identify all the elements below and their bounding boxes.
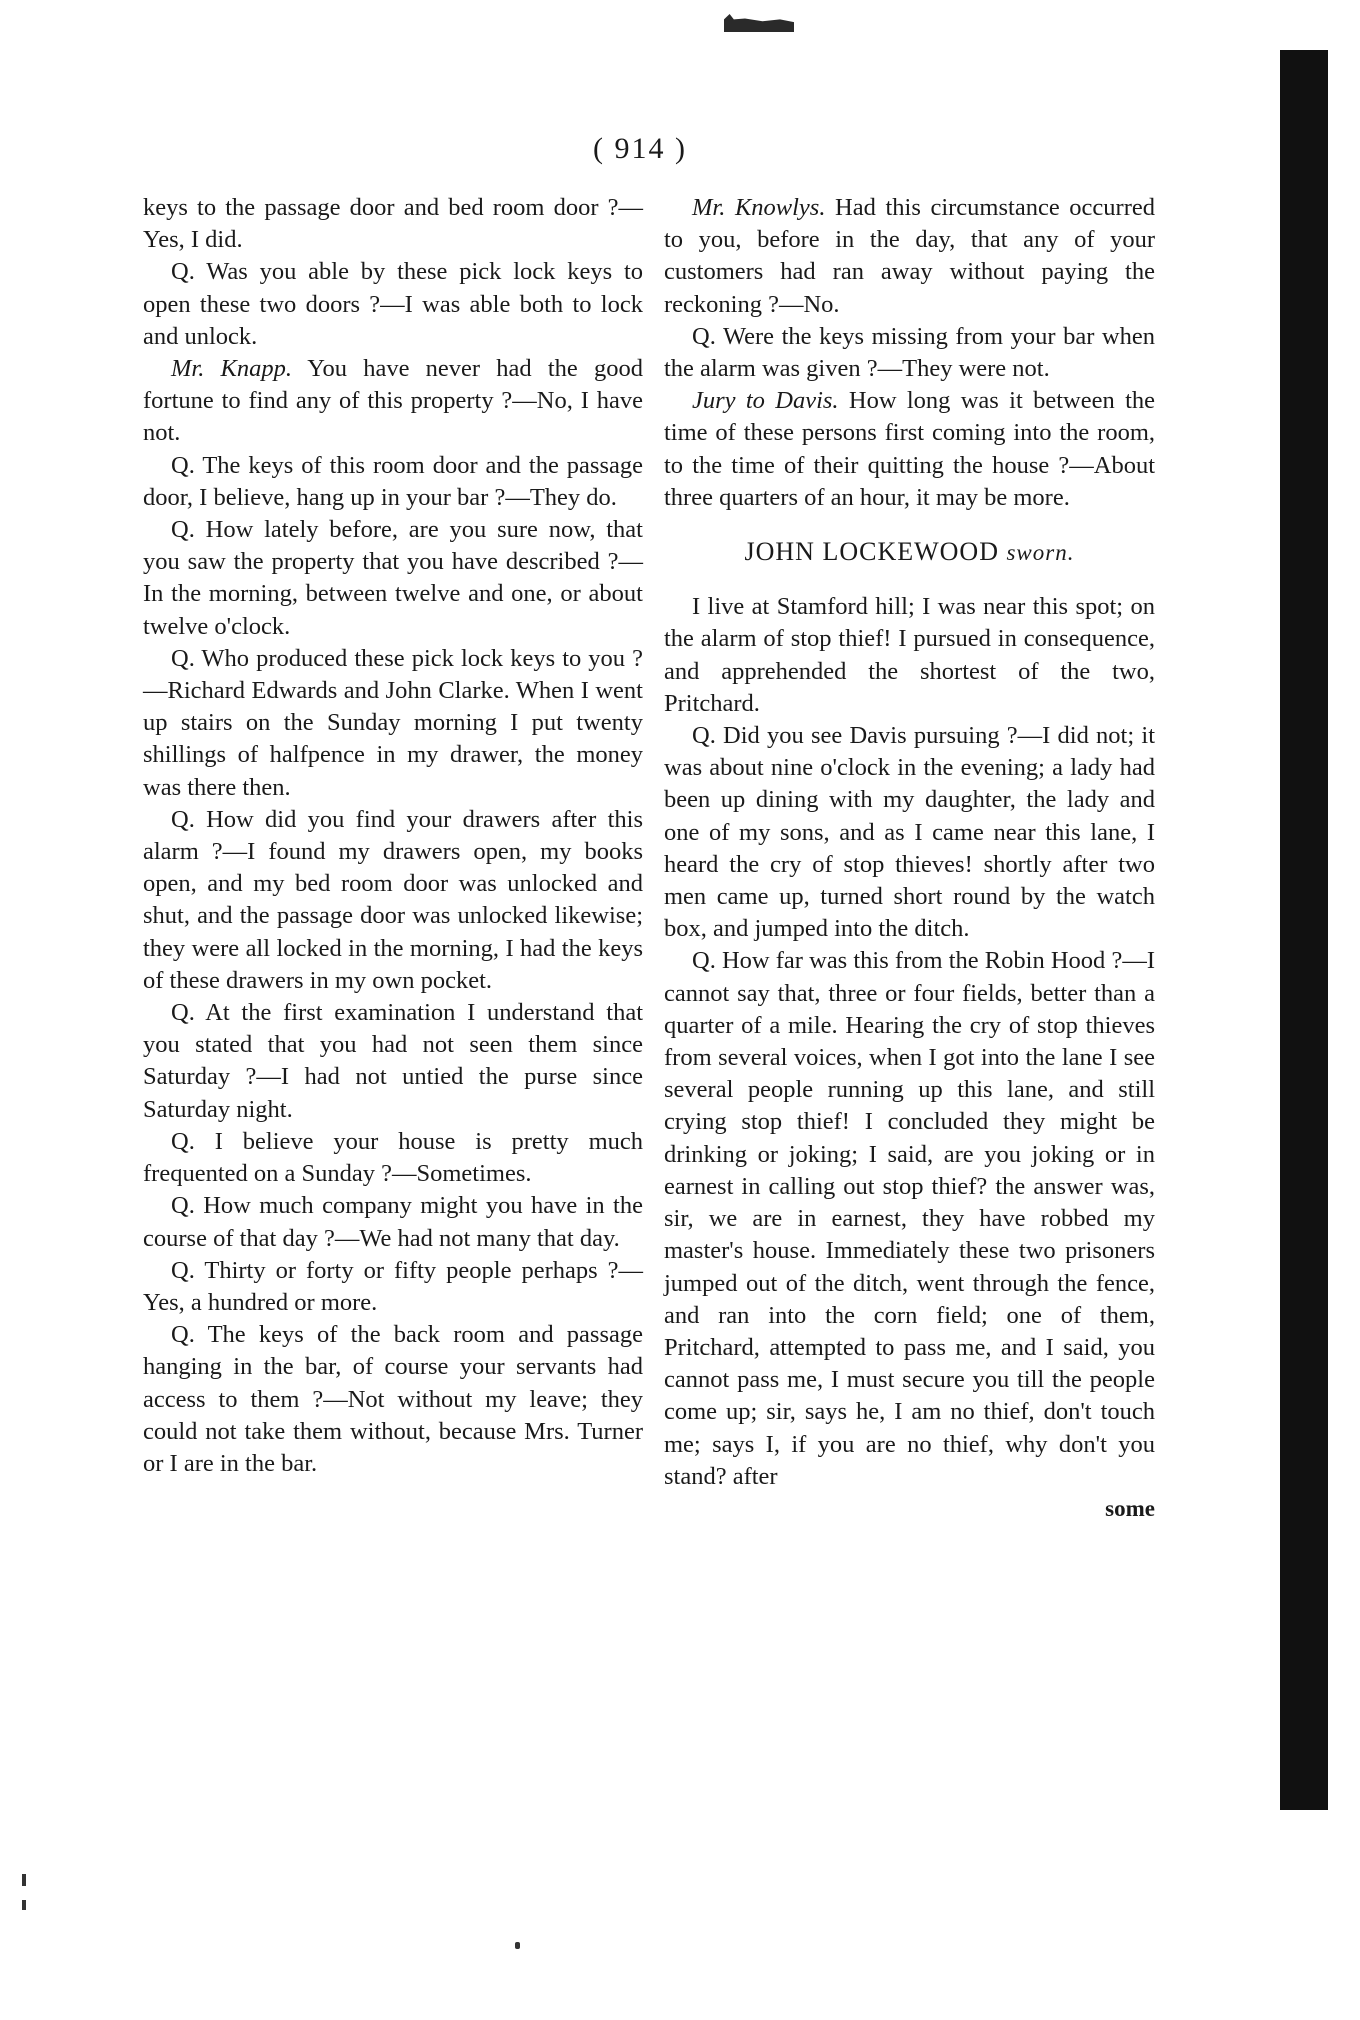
paragraph: Q. How far was this from the Robin Hood ?—I cannot say that, three or four fields, better than a quarter of a mile. Hearing the cry of stop thieves from several voices, when I got into the lane I see several people running up this lane, and still crying stop thief! I concluded they might be drinking or joking; I said, are you joking or in earnest in calling out stop thief? the answer was, sir, we are in earnest, they have robbed my master's house. Immediately these two prisoners jumped out of the ditch, went through the fence, and ran into the corn field; one of them, Pritchard, attempted to pass me, and I said, you cannot pass me, I must secure you till the people come up; sir, says he, I am no thief, don't touch me; says I, if you are no thief, why don't you stand? after <box>664 947 1155 1490</box>
testimony-text: Had this circumstance occurred to you, before in the day, that any of your customers had ran away without paying the reckoning ?—No. <box>664 194 1155 318</box>
paragraph: I live at Stamford hill; I was near this spot; on the alarm of stop thief! I pursued in consequence, and apprehended the shortest of the two, Pritchard. <box>664 593 1155 717</box>
paragraph: Q. Did you see Davis pursuing ?—I did not; it was about nine o'clock in the evening; a lady had been up dining with my daughter, the lady and one of my sons, and as I came near this lane, I heard the cry of stop thieves! shortly after two men came up, turned short round by the watch box, and jumped into the ditch. <box>664 722 1155 943</box>
scan-speck <box>515 1942 520 1949</box>
paragraph: Q. How lately before, are you sure now, that you saw the property that you have described ?—In the morning, between twelve and one, or about twelve o'clock. <box>143 516 643 640</box>
catchword: some <box>1105 1495 1155 1521</box>
paragraph: Q. Who produced these pick lock keys to you ?—Richard Edwards and John Clarke. When I went up stairs on the Sunday morning I put twenty shillings of halfpence in my drawer, the money was there then. <box>143 644 643 801</box>
paragraph <box>664 192 1155 321</box>
paragraph: Q. The keys of this room door and the passage door, I believe, hang up in your bar ?—They do. <box>143 451 643 511</box>
paragraph <box>143 353 643 450</box>
paragraph: Q. The keys of the back room and passage hanging in the bar, of course your servants had access to them ?—Not without my leave; they could not take them without, because Mrs. Turner or I are in the bar. <box>143 1321 643 1477</box>
paragraph: Q. Was you able by these pick lock keys to open these two doors ?—I was able both to lock and unlock. <box>143 258 643 350</box>
page-number: ( 914 ) <box>593 132 687 165</box>
paragraph: Q. I believe your house is pretty much frequented on a Sunday ?—Sometimes. <box>143 1127 643 1188</box>
paragraph: Q. Were the keys missing from your bar when the alarm was given ?—They were not. <box>664 322 1155 383</box>
testimony-text: How long was it between the time of these persons first coming into the room, to the time of their quitting the house ?—About three quarters of an hour, it may be more. <box>664 387 1156 511</box>
scan-edge-bar <box>1280 50 1328 1810</box>
scan-speck <box>22 1874 26 1886</box>
left-column <box>143 192 643 1480</box>
scan-speck <box>22 1900 26 1910</box>
paragraph: Q. How did you find your drawers after this alarm ?—I found my drawers open, my books open, and my bed room door was unlocked and shut, and the passage door was unlocked likewise; they were all locked in the morning, I had the keys of these drawers in my own pocket. <box>143 805 643 994</box>
paragraph <box>664 385 1155 514</box>
paragraph: Q. At the first examination I understand that you stated that you had not seen them since Saturday ?—I had not untied the purse since Saturday night. <box>143 999 643 1123</box>
witness-heading <box>664 536 1155 569</box>
speaker-name: Mr. Knowlys. <box>692 194 826 221</box>
right-column <box>664 192 1155 1525</box>
speaker-name: Jury to Davis. <box>692 387 839 415</box>
sworn-label: sworn. <box>1006 540 1075 566</box>
paragraph: Q. How much company might you have in the course of that day ?—We had not many that day. <box>143 1192 643 1252</box>
speaker-name: Mr. Knapp. <box>171 355 293 383</box>
library-stamp <box>724 14 794 32</box>
paragraph: Q. Thirty or forty or fifty people perhaps ?—Yes, a hundred or more. <box>143 1256 643 1316</box>
paragraph: keys to the passage door and bed room door ?—Yes, I did. <box>143 194 643 254</box>
testimony-text: You have never had the good fortune to find any of this property ?—No, I have not. <box>143 355 643 447</box>
witness-name: JOHN LOCKEWOOD <box>744 537 999 567</box>
